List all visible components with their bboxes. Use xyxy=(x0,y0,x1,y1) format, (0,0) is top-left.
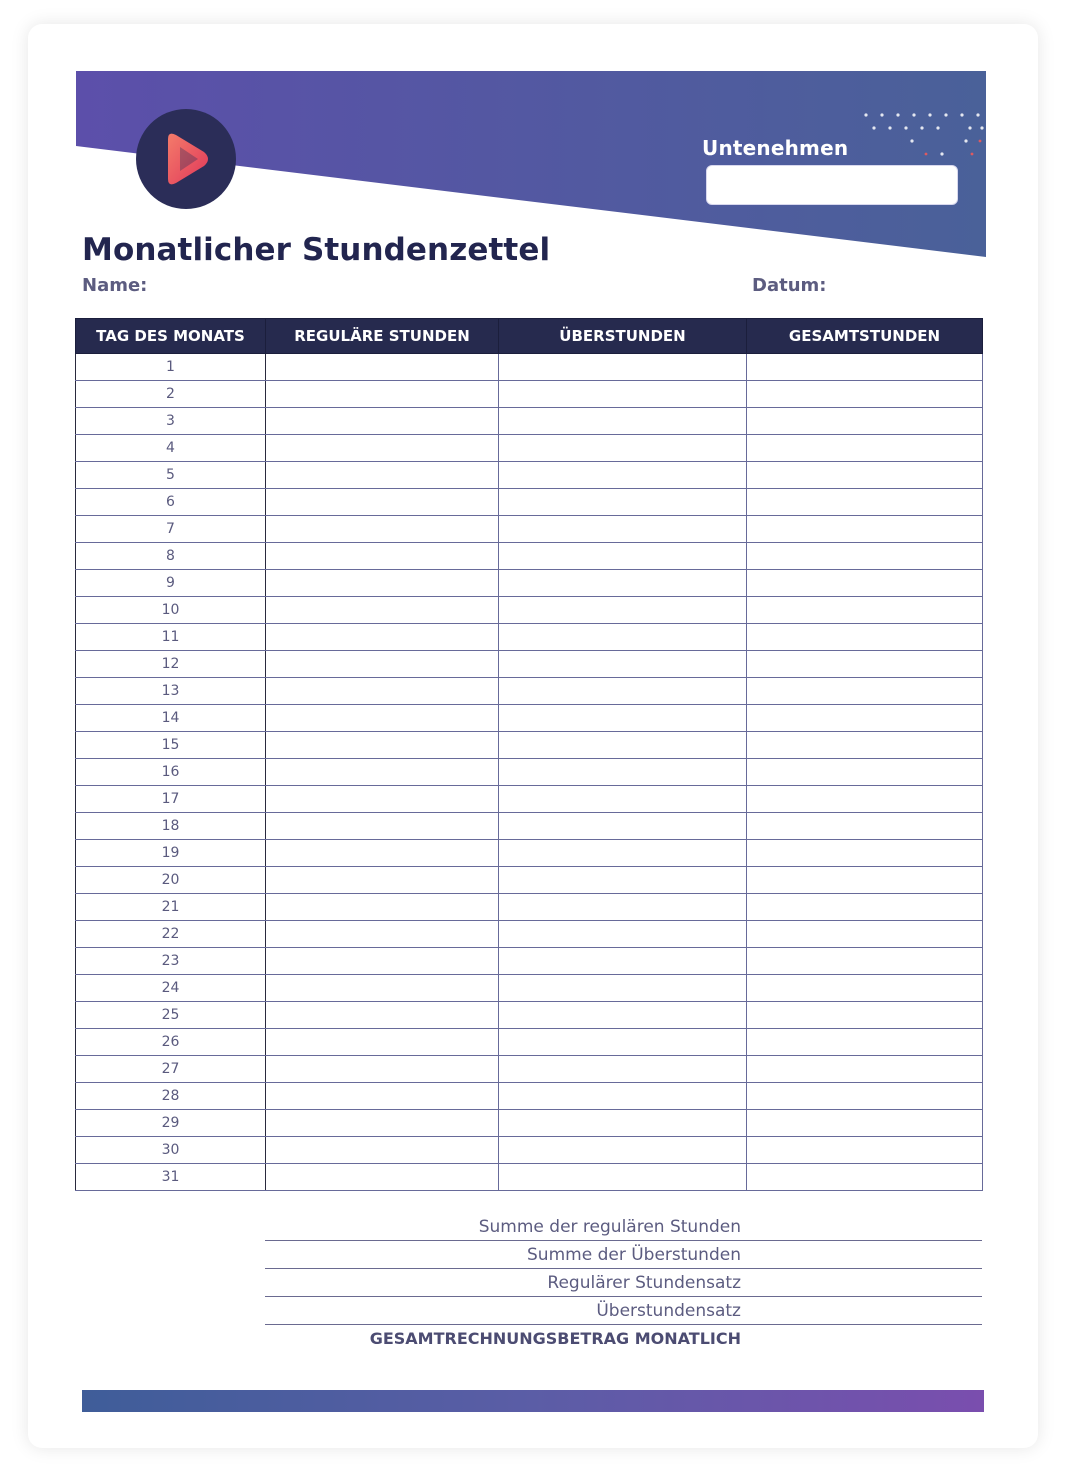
total-hours-cell[interactable] xyxy=(747,1002,983,1029)
total-hours-cell[interactable] xyxy=(747,894,983,921)
total-hours-cell[interactable] xyxy=(747,921,983,948)
regular-hours-cell[interactable] xyxy=(266,1029,499,1056)
total-hours-cell[interactable] xyxy=(747,759,983,786)
overtime-cell[interactable] xyxy=(499,1056,747,1083)
monthly-total-label: GESAMTRECHNUNGSBETRAG MONATLICH xyxy=(369,1329,741,1348)
regular-hours-cell[interactable] xyxy=(266,732,499,759)
regular-hours-cell[interactable] xyxy=(266,678,499,705)
day-number: 8 xyxy=(76,543,266,570)
total-hours-cell[interactable] xyxy=(747,597,983,624)
table-row xyxy=(76,435,983,462)
total-hours-cell[interactable] xyxy=(747,867,983,894)
total-hours-cell[interactable] xyxy=(747,624,983,651)
table-row xyxy=(76,975,983,1002)
table-row xyxy=(76,354,983,381)
regular-hours-cell[interactable] xyxy=(266,1002,499,1029)
overtime-cell[interactable] xyxy=(499,381,747,408)
play-logo-icon xyxy=(136,109,236,209)
day-number: 6 xyxy=(76,489,266,516)
table-row xyxy=(76,408,983,435)
overtime-cell[interactable] xyxy=(499,462,747,489)
column-header-day: TAG DES MONATS xyxy=(76,319,266,354)
total-hours-cell[interactable] xyxy=(747,732,983,759)
regular-hours-cell[interactable] xyxy=(266,705,499,732)
regular-hours-cell[interactable] xyxy=(266,381,499,408)
regular-hours-cell[interactable] xyxy=(266,948,499,975)
day-number: 20 xyxy=(76,867,266,894)
day-number: 23 xyxy=(76,948,266,975)
overtime-rate-label: Überstundensatz xyxy=(265,1297,982,1325)
regular-hours-cell[interactable] xyxy=(266,786,499,813)
regular-hours-cell[interactable] xyxy=(266,975,499,1002)
regular-hours-cell[interactable] xyxy=(266,570,499,597)
regular-hours-cell[interactable] xyxy=(266,813,499,840)
regular-hours-cell[interactable] xyxy=(266,435,499,462)
day-number: 9 xyxy=(76,570,266,597)
overtime-cell[interactable] xyxy=(499,759,747,786)
regular-hours-cell[interactable] xyxy=(266,597,499,624)
day-number: 25 xyxy=(76,1002,266,1029)
total-hours-cell[interactable] xyxy=(747,1056,983,1083)
day-number: 27 xyxy=(76,1056,266,1083)
table-row xyxy=(76,921,983,948)
table-row xyxy=(76,516,983,543)
overtime-cell[interactable] xyxy=(499,705,747,732)
table-row xyxy=(76,462,983,489)
total-hours-cell[interactable] xyxy=(747,1083,983,1110)
total-hours-cell[interactable] xyxy=(747,462,983,489)
day-number: 30 xyxy=(76,1137,266,1164)
overtime-cell[interactable] xyxy=(499,894,747,921)
regular-hours-cell[interactable] xyxy=(266,408,499,435)
overtime-cell[interactable] xyxy=(499,408,747,435)
table-row xyxy=(76,813,983,840)
total-hours-cell[interactable] xyxy=(747,948,983,975)
regular-hours-cell[interactable] xyxy=(266,543,499,570)
table-row xyxy=(76,786,983,813)
overtime-cell[interactable] xyxy=(499,624,747,651)
regular-hours-cell[interactable] xyxy=(266,489,499,516)
regular-hours-cell[interactable] xyxy=(266,624,499,651)
total-hours-cell[interactable] xyxy=(747,1137,983,1164)
date-label: Datum: xyxy=(752,275,827,296)
hours-table xyxy=(75,318,983,1191)
regular-hours-cell[interactable] xyxy=(266,354,499,381)
day-number: 16 xyxy=(76,759,266,786)
overtime-cell[interactable] xyxy=(499,1110,747,1137)
table-header-row xyxy=(76,319,983,354)
table-row xyxy=(76,1002,983,1029)
table-row xyxy=(76,489,983,516)
regular-hours-cell[interactable] xyxy=(266,1056,499,1083)
day-number: 13 xyxy=(76,678,266,705)
overtime-cell[interactable] xyxy=(499,489,747,516)
day-number: 10 xyxy=(76,597,266,624)
day-number: 24 xyxy=(76,975,266,1002)
day-number: 18 xyxy=(76,813,266,840)
total-hours-cell[interactable] xyxy=(747,975,983,1002)
total-hours-cell[interactable] xyxy=(747,1029,983,1056)
overtime-cell[interactable] xyxy=(499,651,747,678)
table-row xyxy=(76,624,983,651)
regular-hours-cell[interactable] xyxy=(266,867,499,894)
overtime-cell[interactable] xyxy=(499,1164,747,1191)
overtime-cell[interactable] xyxy=(499,1083,747,1110)
day-number: 29 xyxy=(76,1110,266,1137)
day-number: 14 xyxy=(76,705,266,732)
day-number: 28 xyxy=(76,1083,266,1110)
name-label: Name: xyxy=(82,275,148,296)
overtime-cell[interactable] xyxy=(499,1029,747,1056)
footer-bar xyxy=(82,1390,984,1412)
regular-hours-cell[interactable] xyxy=(266,516,499,543)
day-number: 2 xyxy=(76,381,266,408)
total-hours-cell[interactable] xyxy=(747,570,983,597)
regular-hours-cell[interactable] xyxy=(266,759,499,786)
overtime-cell[interactable] xyxy=(499,975,747,1002)
page-title: Monatlicher Stundenzettel xyxy=(82,232,551,268)
table-row xyxy=(76,678,983,705)
overtime-cell[interactable] xyxy=(499,840,747,867)
column-header-total-hours: GESAMTSTUNDEN xyxy=(747,319,983,354)
day-number: 12 xyxy=(76,651,266,678)
table-row xyxy=(76,732,983,759)
table-row xyxy=(76,543,983,570)
total-hours-cell[interactable] xyxy=(747,354,983,381)
regular-hours-cell[interactable] xyxy=(266,1110,499,1137)
day-number: 1 xyxy=(76,354,266,381)
company-label: Untenehmen xyxy=(702,136,849,160)
table-row xyxy=(76,1164,983,1191)
table-row xyxy=(76,1029,983,1056)
overtime-cell[interactable] xyxy=(499,354,747,381)
table-row xyxy=(76,381,983,408)
overtime-cell[interactable] xyxy=(499,597,747,624)
total-hours-cell[interactable] xyxy=(747,543,983,570)
table-row xyxy=(76,867,983,894)
table-row xyxy=(76,570,983,597)
regular-hours-cell[interactable] xyxy=(266,651,499,678)
day-number: 26 xyxy=(76,1029,266,1056)
overtime-cell[interactable] xyxy=(499,1137,747,1164)
column-header-overtime: ÜBERSTUNDEN xyxy=(499,319,747,354)
overtime-cell[interactable] xyxy=(499,1002,747,1029)
overtime-total-label: Summe der Überstunden xyxy=(265,1241,982,1269)
column-header-regular-hours: REGULÄRE STUNDEN xyxy=(266,319,499,354)
total-hours-cell[interactable] xyxy=(747,489,983,516)
header-banner xyxy=(76,71,986,257)
regular-hours-cell[interactable] xyxy=(266,1137,499,1164)
regular-hours-cell[interactable] xyxy=(266,921,499,948)
overtime-cell[interactable] xyxy=(499,921,747,948)
day-number: 11 xyxy=(76,624,266,651)
regular-hours-cell[interactable] xyxy=(266,840,499,867)
day-number: 3 xyxy=(76,408,266,435)
total-hours-cell[interactable] xyxy=(747,381,983,408)
summary-section xyxy=(265,1213,982,1353)
total-hours-cell[interactable] xyxy=(747,840,983,867)
table-row xyxy=(76,1137,983,1164)
overtime-cell[interactable] xyxy=(499,786,747,813)
regular-hours-total-label: Summe der regulären Stunden xyxy=(265,1213,982,1241)
total-hours-cell[interactable] xyxy=(747,516,983,543)
total-hours-cell[interactable] xyxy=(747,408,983,435)
regular-hours-cell[interactable] xyxy=(266,1083,499,1110)
day-number: 21 xyxy=(76,894,266,921)
table-row xyxy=(76,759,983,786)
day-number: 15 xyxy=(76,732,266,759)
regular-hours-cell[interactable] xyxy=(266,894,499,921)
total-hours-cell[interactable] xyxy=(747,1110,983,1137)
day-number: 19 xyxy=(76,840,266,867)
table-row xyxy=(76,705,983,732)
table-row xyxy=(76,1110,983,1137)
table-row xyxy=(76,1083,983,1110)
total-hours-cell[interactable] xyxy=(747,786,983,813)
overtime-cell[interactable] xyxy=(499,948,747,975)
overtime-cell[interactable] xyxy=(499,867,747,894)
day-number: 31 xyxy=(76,1164,266,1191)
day-number: 5 xyxy=(76,462,266,489)
day-number: 22 xyxy=(76,921,266,948)
total-hours-cell[interactable] xyxy=(747,651,983,678)
day-number: 7 xyxy=(76,516,266,543)
table-row xyxy=(76,597,983,624)
total-hours-cell[interactable] xyxy=(747,705,983,732)
overtime-cell[interactable] xyxy=(499,678,747,705)
regular-rate-label: Regulärer Stundensatz xyxy=(265,1269,982,1297)
table-row xyxy=(76,948,983,975)
table-row xyxy=(76,840,983,867)
overtime-cell[interactable] xyxy=(499,732,747,759)
regular-hours-cell[interactable] xyxy=(266,1164,499,1191)
table-row xyxy=(76,894,983,921)
company-input[interactable] xyxy=(706,165,958,205)
table-row xyxy=(76,1056,983,1083)
overtime-cell[interactable] xyxy=(499,813,747,840)
day-number: 4 xyxy=(76,435,266,462)
total-hours-cell[interactable] xyxy=(747,1164,983,1191)
day-number: 17 xyxy=(76,786,266,813)
table-row xyxy=(76,651,983,678)
total-hours-cell[interactable] xyxy=(747,813,983,840)
regular-hours-cell[interactable] xyxy=(266,462,499,489)
overtime-cell[interactable] xyxy=(499,435,747,462)
total-hours-cell[interactable] xyxy=(747,435,983,462)
overtime-cell[interactable] xyxy=(499,543,747,570)
total-hours-cell[interactable] xyxy=(747,678,983,705)
overtime-cell[interactable] xyxy=(499,570,747,597)
overtime-cell[interactable] xyxy=(499,516,747,543)
